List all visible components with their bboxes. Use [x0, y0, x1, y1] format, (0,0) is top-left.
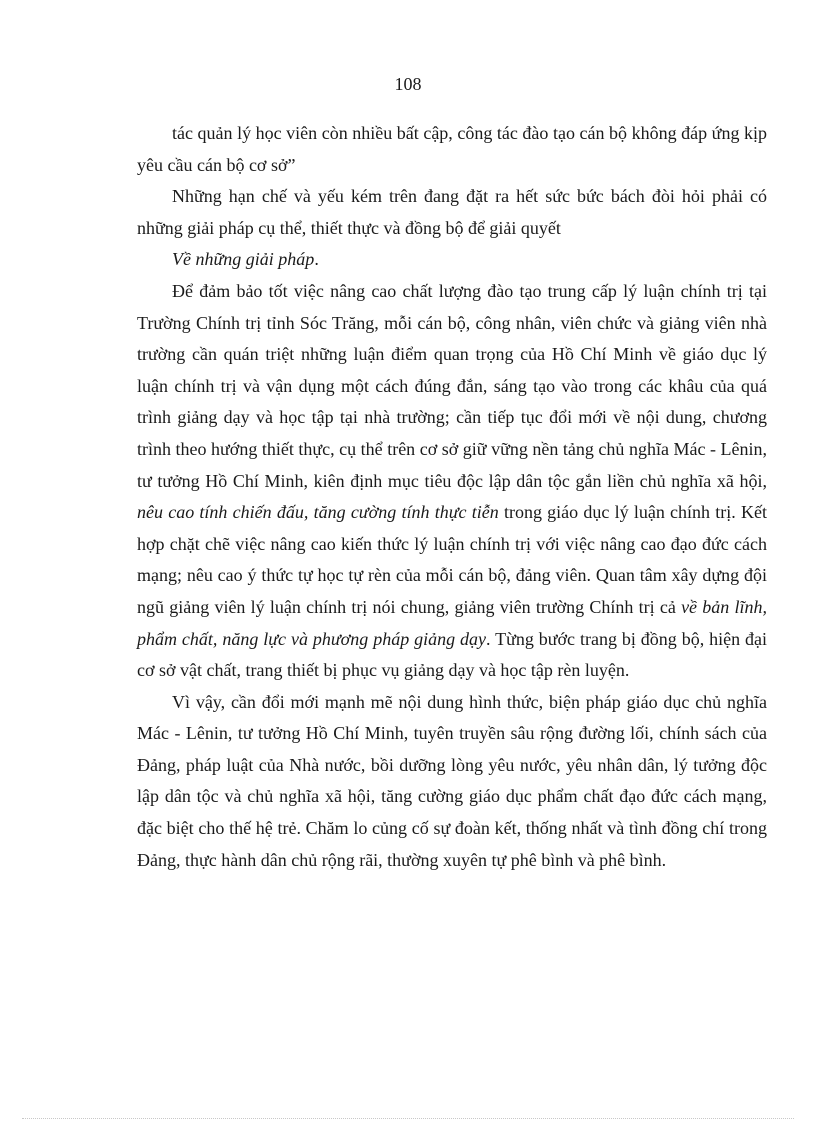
paragraph-2-text: Những hạn chế và yếu kém trên đang đặt ra hết sức bức bách đòi hỏi phải có những giải pháp cụ thể, thiết thực và đồng bộ để giải quyết — [137, 186, 767, 238]
paragraph-1-text: tác quản lý học viên còn nhiều bất cập, công tác đào tạo cán bộ không đáp ứng kịp yêu cầu cán bộ cơ sở” — [137, 123, 767, 175]
solutions-heading-period: . — [314, 249, 319, 270]
paragraph-reform — [137, 687, 767, 877]
paragraph-4-part-b: trong giáo dục lý luận chính trị. Kết hợp chặt chẽ việc nâng cao kiến thức lý luận chính trị với việc nâng cao đạo đức cách mạng; nêu cao ý thức tự học tự rèn của mỗi cán bộ, đảng viên. Quan tâm xây dựng đội ngũ giảng viên lý luận chính trị nói chung, giảng viên trường Chính trị cả — [137, 502, 767, 617]
paragraph-quality-training — [137, 276, 767, 687]
page-bottom-divider — [22, 1118, 794, 1119]
paragraph-solutions-heading — [137, 244, 767, 276]
paragraph-4-part-c: . Từng bước trang bị đồng bộ, hiện đại cơ sở vật chất, trang thiết bị phục vụ giảng dạy và học tập rèn luyện. — [137, 628, 768, 681]
paragraph-4-italic-1: nêu cao tính chiến đấu, tăng cường tính thực tiễn — [137, 502, 499, 523]
paragraph-4-part-a: Để đảm bảo tốt việc nâng cao chất lượng đào tạo trung cấp lý luận chính trị tại Trường Chính trị tỉnh Sóc Trăng, mỗi cán bộ, công nhân, viên chức và giảng viên nhà trường cần quán triệt những luận điểm quan trọng của Hồ Chí Minh về giáo dục lý luận chính trị và vận dụng một cách đúng đắn, sáng tạo vào trong các khâu của quá trình giảng dạy và học tập tại nhà trường; cần tiếp tục đổi mới về nội dung, chương trình theo hướng thiết thực, cụ thể trên cơ sở giữ vững nền tảng chủ nghĩa Mác - Lênin, tư tưởng Hồ Chí Minh, kiên định mục tiêu độc lập dân tộc gắn liền chủ nghĩa xã hội, — [137, 280, 767, 491]
page-number: 108 — [394, 74, 422, 94]
body-text — [137, 118, 767, 876]
paragraph-5-text: Vì vậy, cần đổi mới mạnh mẽ nội dung hình thức, biện pháp giáo dục chủ nghĩa Mác - Lênin, tư tưởng Hồ Chí Minh, tuyên truyền sâu rộng đường lối, chính sách của Đảng, pháp luật của Nhà nước, bồi dưỡng lòng yêu nước, yêu nhân dân, lý tưởng độc lập dân tộc và chủ nghĩa xã hội, tăng cường giáo dục phẩm chất đạo đức cách mạng, đặc biệt cho thế hệ trẻ. Chăm lo củng cố sự đoàn kết, thống nhất và tình đồng chí trong Đảng, thực hành dân chủ rộng rãi, thường xuyên tự phê bình và phê bình. — [137, 691, 767, 870]
paragraph-limitations — [137, 181, 767, 244]
paragraph-continuation — [137, 118, 767, 181]
paragraph-4-italic-2: về bản lĩnh, phẩm chất, năng lực và phương pháp giảng dạy — [137, 596, 767, 649]
solutions-heading-italic: Về những giải pháp — [172, 249, 315, 270]
